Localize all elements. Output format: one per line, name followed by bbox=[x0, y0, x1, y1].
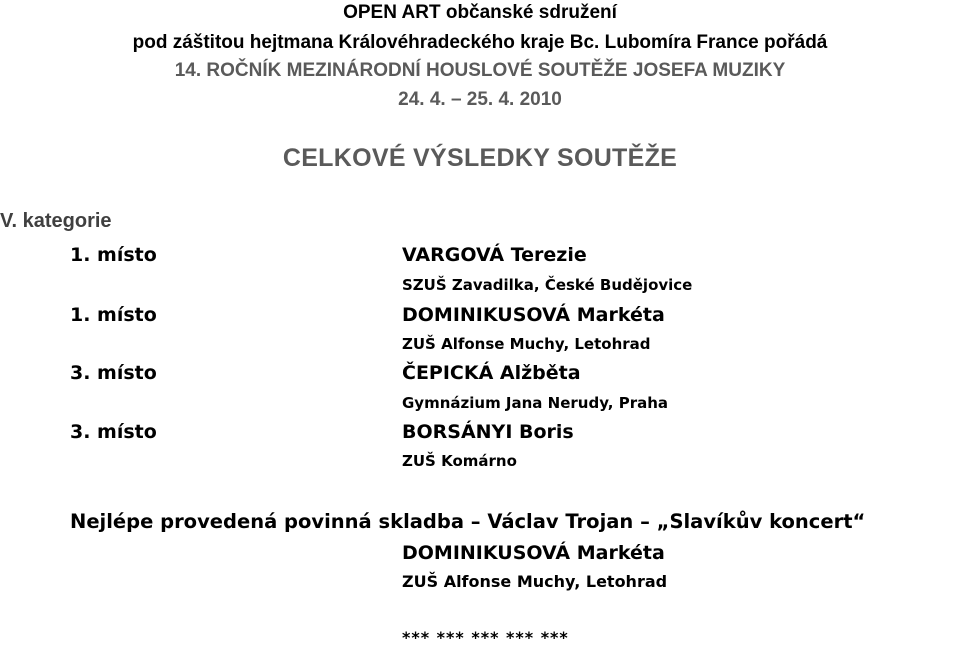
special-award-school: ZUŠ Alfonse Muchy, Letohrad bbox=[402, 572, 668, 591]
result-name: BORSÁNYI Boris bbox=[402, 421, 574, 443]
result-place: 1. místo bbox=[70, 244, 157, 266]
patronage-line: pod záštitou hejtmana Královéhradeckého kraje Bc. Lubomíra France pořádá bbox=[132, 32, 828, 53]
result-school: ZUŠ Komárno bbox=[402, 452, 517, 470]
competition-dates: 24. 4. – 25. 4. 2010 bbox=[398, 89, 562, 110]
separator-stars: *** *** *** *** *** bbox=[402, 628, 569, 647]
special-award-heading: Nejlépe provedená povinná skladba – Václav Trojan – „Slavíkův koncert“ bbox=[70, 510, 866, 533]
result-name: DOMINIKUSOVÁ Markéta bbox=[402, 304, 665, 326]
category-heading: V. kategorie bbox=[0, 210, 112, 232]
result-name: ČEPICKÁ Alžběta bbox=[402, 362, 581, 384]
special-award-name: DOMINIKUSOVÁ Markéta bbox=[402, 542, 665, 564]
result-school: SZUŠ Zavadilka, České Budějovice bbox=[402, 276, 693, 294]
result-place: 3. místo bbox=[70, 421, 157, 443]
result-school: Gymnázium Jana Nerudy, Praha bbox=[402, 394, 669, 412]
competition-edition: 14. ROČNÍK MEZINÁRODNÍ HOUSLOVÉ SOUTĚŽE JOSEFA MUZIKY bbox=[174, 60, 786, 81]
result-place: 3. místo bbox=[70, 362, 157, 384]
result-school: ZUŠ Alfonse Muchy, Letohrad bbox=[402, 335, 651, 353]
results-title: CELKOVÉ VÝSLEDKY SOUTĚŽE bbox=[282, 144, 678, 172]
result-place: 1. místo bbox=[70, 304, 157, 326]
result-name: VARGOVÁ Terezie bbox=[402, 244, 587, 266]
organizer-line: OPEN ART občanské sdružení bbox=[343, 2, 617, 23]
